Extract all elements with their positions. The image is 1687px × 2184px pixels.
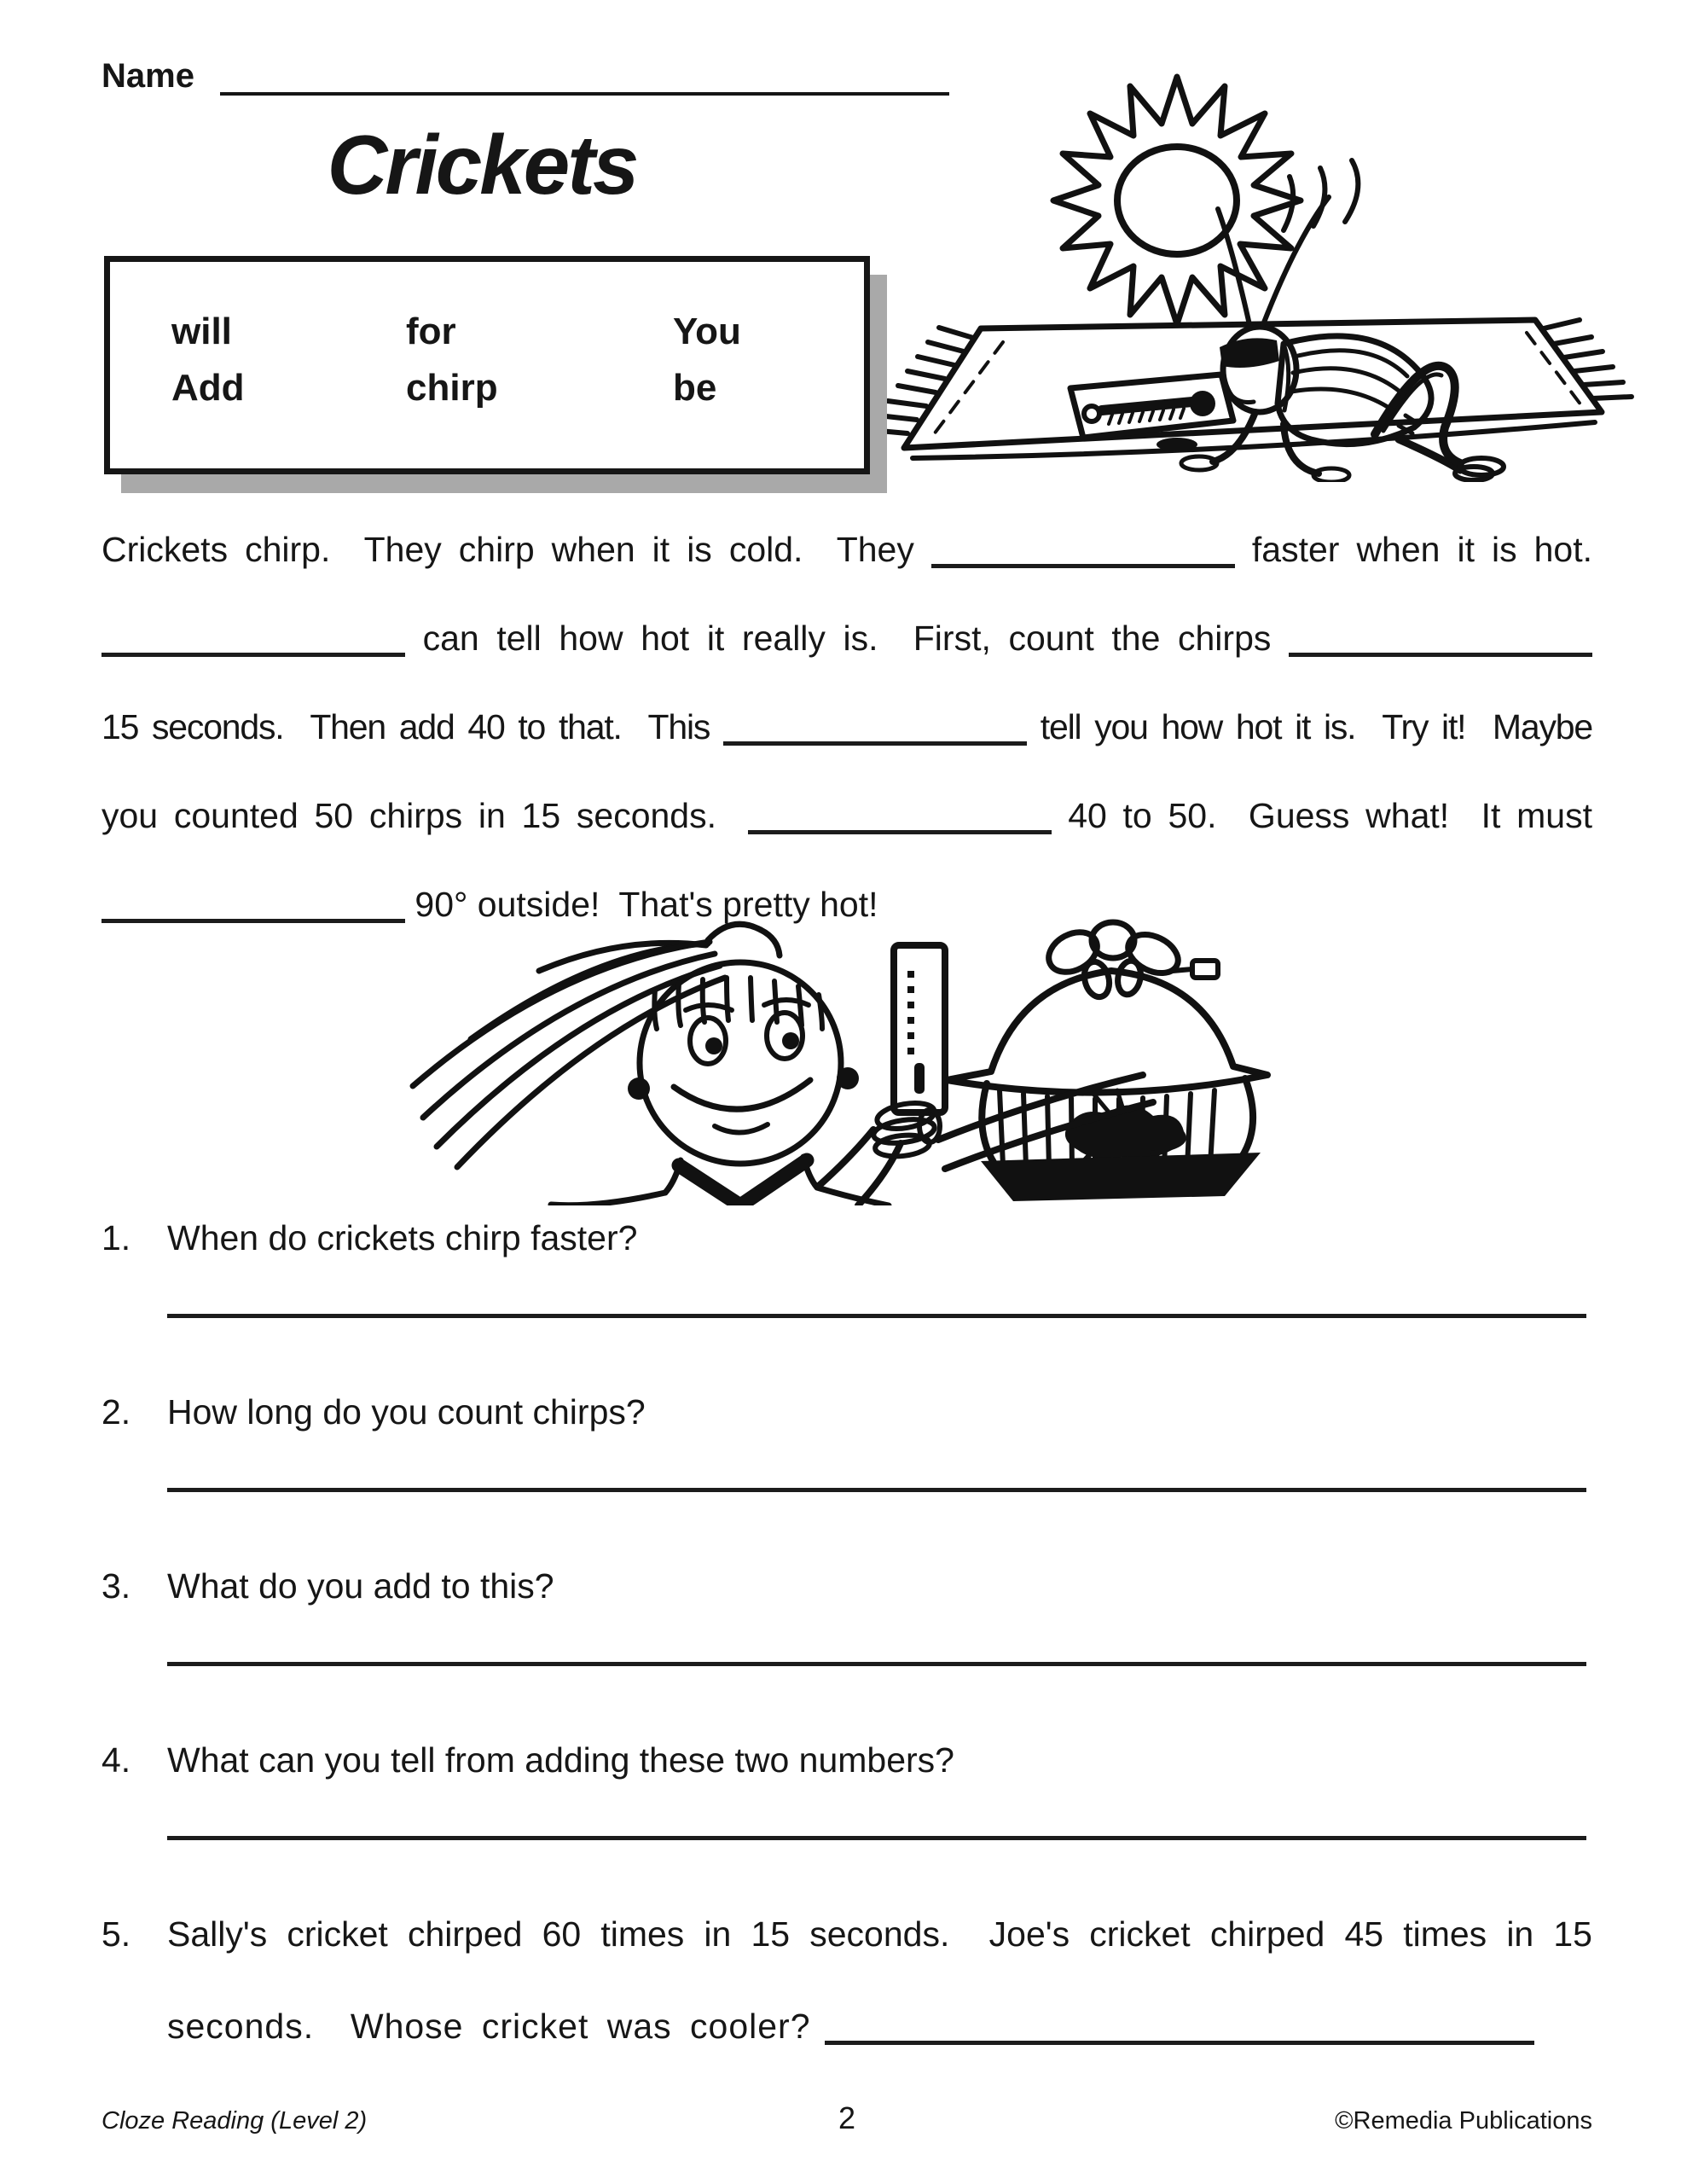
passage-text: Crickets chirp. They chirp when it is cold. They — [101, 530, 931, 569]
question-item — [101, 1913, 1592, 2046]
question-number: 4. — [101, 1740, 131, 1780]
fill-in-blank[interactable] — [723, 704, 1027, 746]
passage-text: you counted 50 chirps in 15 seconds. — [101, 796, 749, 835]
question-item — [101, 1391, 1592, 1492]
page-title: Crickets — [327, 118, 637, 212]
question-text: When do crickets chirp faster? — [167, 1218, 638, 1258]
question-row — [101, 1391, 1592, 1433]
footer-publisher: ©Remedia Publications — [1335, 2107, 1592, 2135]
passage-text: tell you how hot it is. Try it! Maybe — [1027, 707, 1592, 746]
word-bank-row — [110, 366, 864, 422]
question-row — [101, 2003, 1592, 2046]
question-row — [101, 1565, 1592, 1607]
name-row — [101, 53, 949, 96]
word-bank-word: chirp — [406, 367, 498, 409]
passage-line — [101, 682, 1592, 771]
girl-with-cage-illustration — [341, 911, 1271, 1205]
passage-text: 40 to 50. Guess what! It must — [1052, 796, 1592, 835]
passage-text: faster when it is hot. — [1234, 530, 1592, 569]
fill-in-blank[interactable] — [825, 2003, 1534, 2045]
name-label: Name — [101, 57, 194, 95]
answer-line[interactable] — [167, 1488, 1586, 1492]
passage-text: 15 seconds. Then add 40 to that. This — [101, 707, 723, 746]
question-text: Sally's cricket chirped 60 times in 15 seconds. Joe's cricket chirped 45 times in 15 — [167, 1914, 1592, 1954]
name-underline[interactable] — [220, 53, 949, 96]
passage-line — [101, 505, 1592, 594]
answer-line[interactable] — [167, 1314, 1586, 1318]
word-bank-word: be — [673, 367, 717, 409]
question-number: 1. — [101, 1218, 131, 1258]
word-bank-word: Add — [171, 367, 245, 409]
footer-series-title: Cloze Reading (Level 2) — [101, 2107, 368, 2135]
question-text: How long do you count chirps? — [167, 1392, 646, 1432]
question-number: 2. — [101, 1392, 131, 1432]
passage-line — [101, 594, 1592, 682]
question-text: seconds. Whose cricket was cooler? — [167, 2007, 811, 2046]
passage-line — [101, 771, 1592, 860]
question-number: 3. — [101, 1566, 131, 1606]
word-bank-word: will — [171, 311, 232, 352]
footer-page-number: 2 — [838, 2100, 856, 2135]
passage-text: can tell how hot it really is. First, count the chirps — [405, 619, 1289, 658]
passage-text: 90° outside! That's pretty hot! — [405, 885, 878, 924]
answer-line[interactable] — [167, 1662, 1586, 1666]
passage — [101, 505, 1592, 949]
question-item — [101, 1565, 1592, 1666]
questions-list — [101, 1196, 1592, 2046]
fill-in-blank[interactable] — [748, 793, 1052, 834]
word-bank — [104, 256, 870, 474]
question-text: What can you tell from adding these two numbers? — [167, 1740, 954, 1780]
question-row — [101, 1217, 1592, 1259]
fill-in-blank[interactable] — [931, 526, 1235, 568]
question-item — [101, 1217, 1592, 1318]
question-number: 5. — [101, 1914, 131, 1954]
fill-in-blank[interactable] — [1289, 615, 1592, 657]
question-row — [101, 1739, 1592, 1781]
question-row — [101, 1913, 1592, 1955]
cricket-sunbathing-illustration — [853, 73, 1663, 482]
word-bank-row — [110, 310, 864, 366]
word-bank-word: You — [673, 311, 741, 352]
answer-line[interactable] — [167, 1836, 1586, 1840]
word-bank-word: for — [406, 311, 456, 352]
question-text: What do you add to this? — [167, 1566, 554, 1606]
word-bank-rows — [110, 310, 864, 422]
question-item — [101, 1739, 1592, 1840]
fill-in-blank[interactable] — [101, 615, 405, 657]
